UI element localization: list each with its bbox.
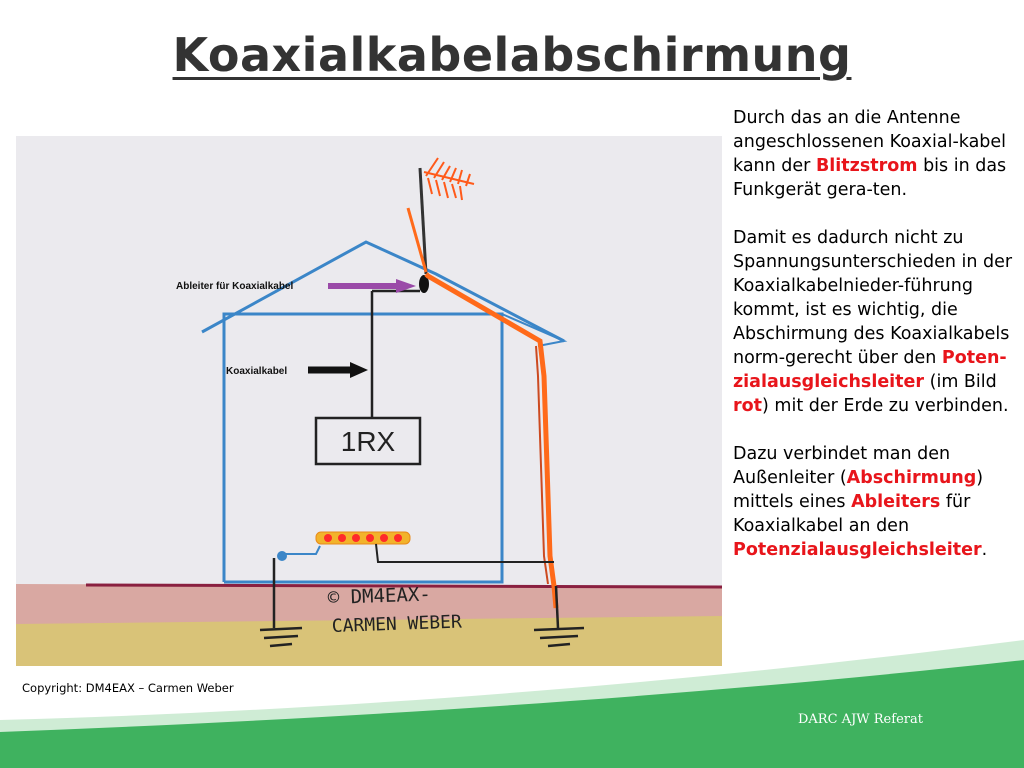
lightning-protection-drawing: [16, 136, 722, 666]
highlight-potenzialausgleichsleiter: Poten-zialausgleichsleiter: [733, 348, 1007, 392]
highlight-ableiters: Ableiters: [851, 492, 941, 512]
paragraph-1: Durch das an die Antenne angeschlossenen Koaxial-kabel kann der Blitzstrom bis in das Funkgerät gera-ten.: [733, 108, 1007, 200]
footer-wave: [0, 620, 1024, 768]
signature-line-2: CARMEN WEBER: [331, 611, 463, 637]
paragraph-2: Damit es dadurch nicht zu Spannungsunterschieden in der Koaxialkabelnieder-führung kommt, ist es wichtig, die Abschirmung des Koaxialkabels norm-gerecht über den Poten-zialausgleichsleiter (im Bild rot) mit der Erde zu verbinden.: [733, 228, 1013, 416]
highlight-potenzialausgleichsleiter-2: Potenzialausgleichsleiter: [733, 540, 982, 560]
copyright-note: Copyright: DM4EAX – Carmen Weber: [22, 681, 234, 695]
highlight-rot: rot: [733, 396, 763, 416]
signature-line-1: © DM4EAX-: [327, 583, 432, 609]
paragraph-3: Dazu verbindet man den Außenleiter (Abschirmung) mittels eines Ableiters für Koaxialkabel an den Potenzialausgleichsleiter.: [733, 444, 988, 560]
highlight-abschirmung: Abschirmung: [846, 468, 977, 488]
label-ableiter: Ableiter für Koaxialkabel: [176, 281, 294, 292]
slide-title: Koaxialkabelabschirmung: [172, 28, 852, 82]
highlight-blitzstrom: Blitzstrom: [815, 156, 918, 176]
label-koax: Koaxialkabel: [226, 366, 288, 377]
trx-label: 1RX: [340, 426, 396, 457]
footer-label: DARC AJW Referat: [798, 712, 923, 727]
explanation-text: [733, 106, 1013, 562]
